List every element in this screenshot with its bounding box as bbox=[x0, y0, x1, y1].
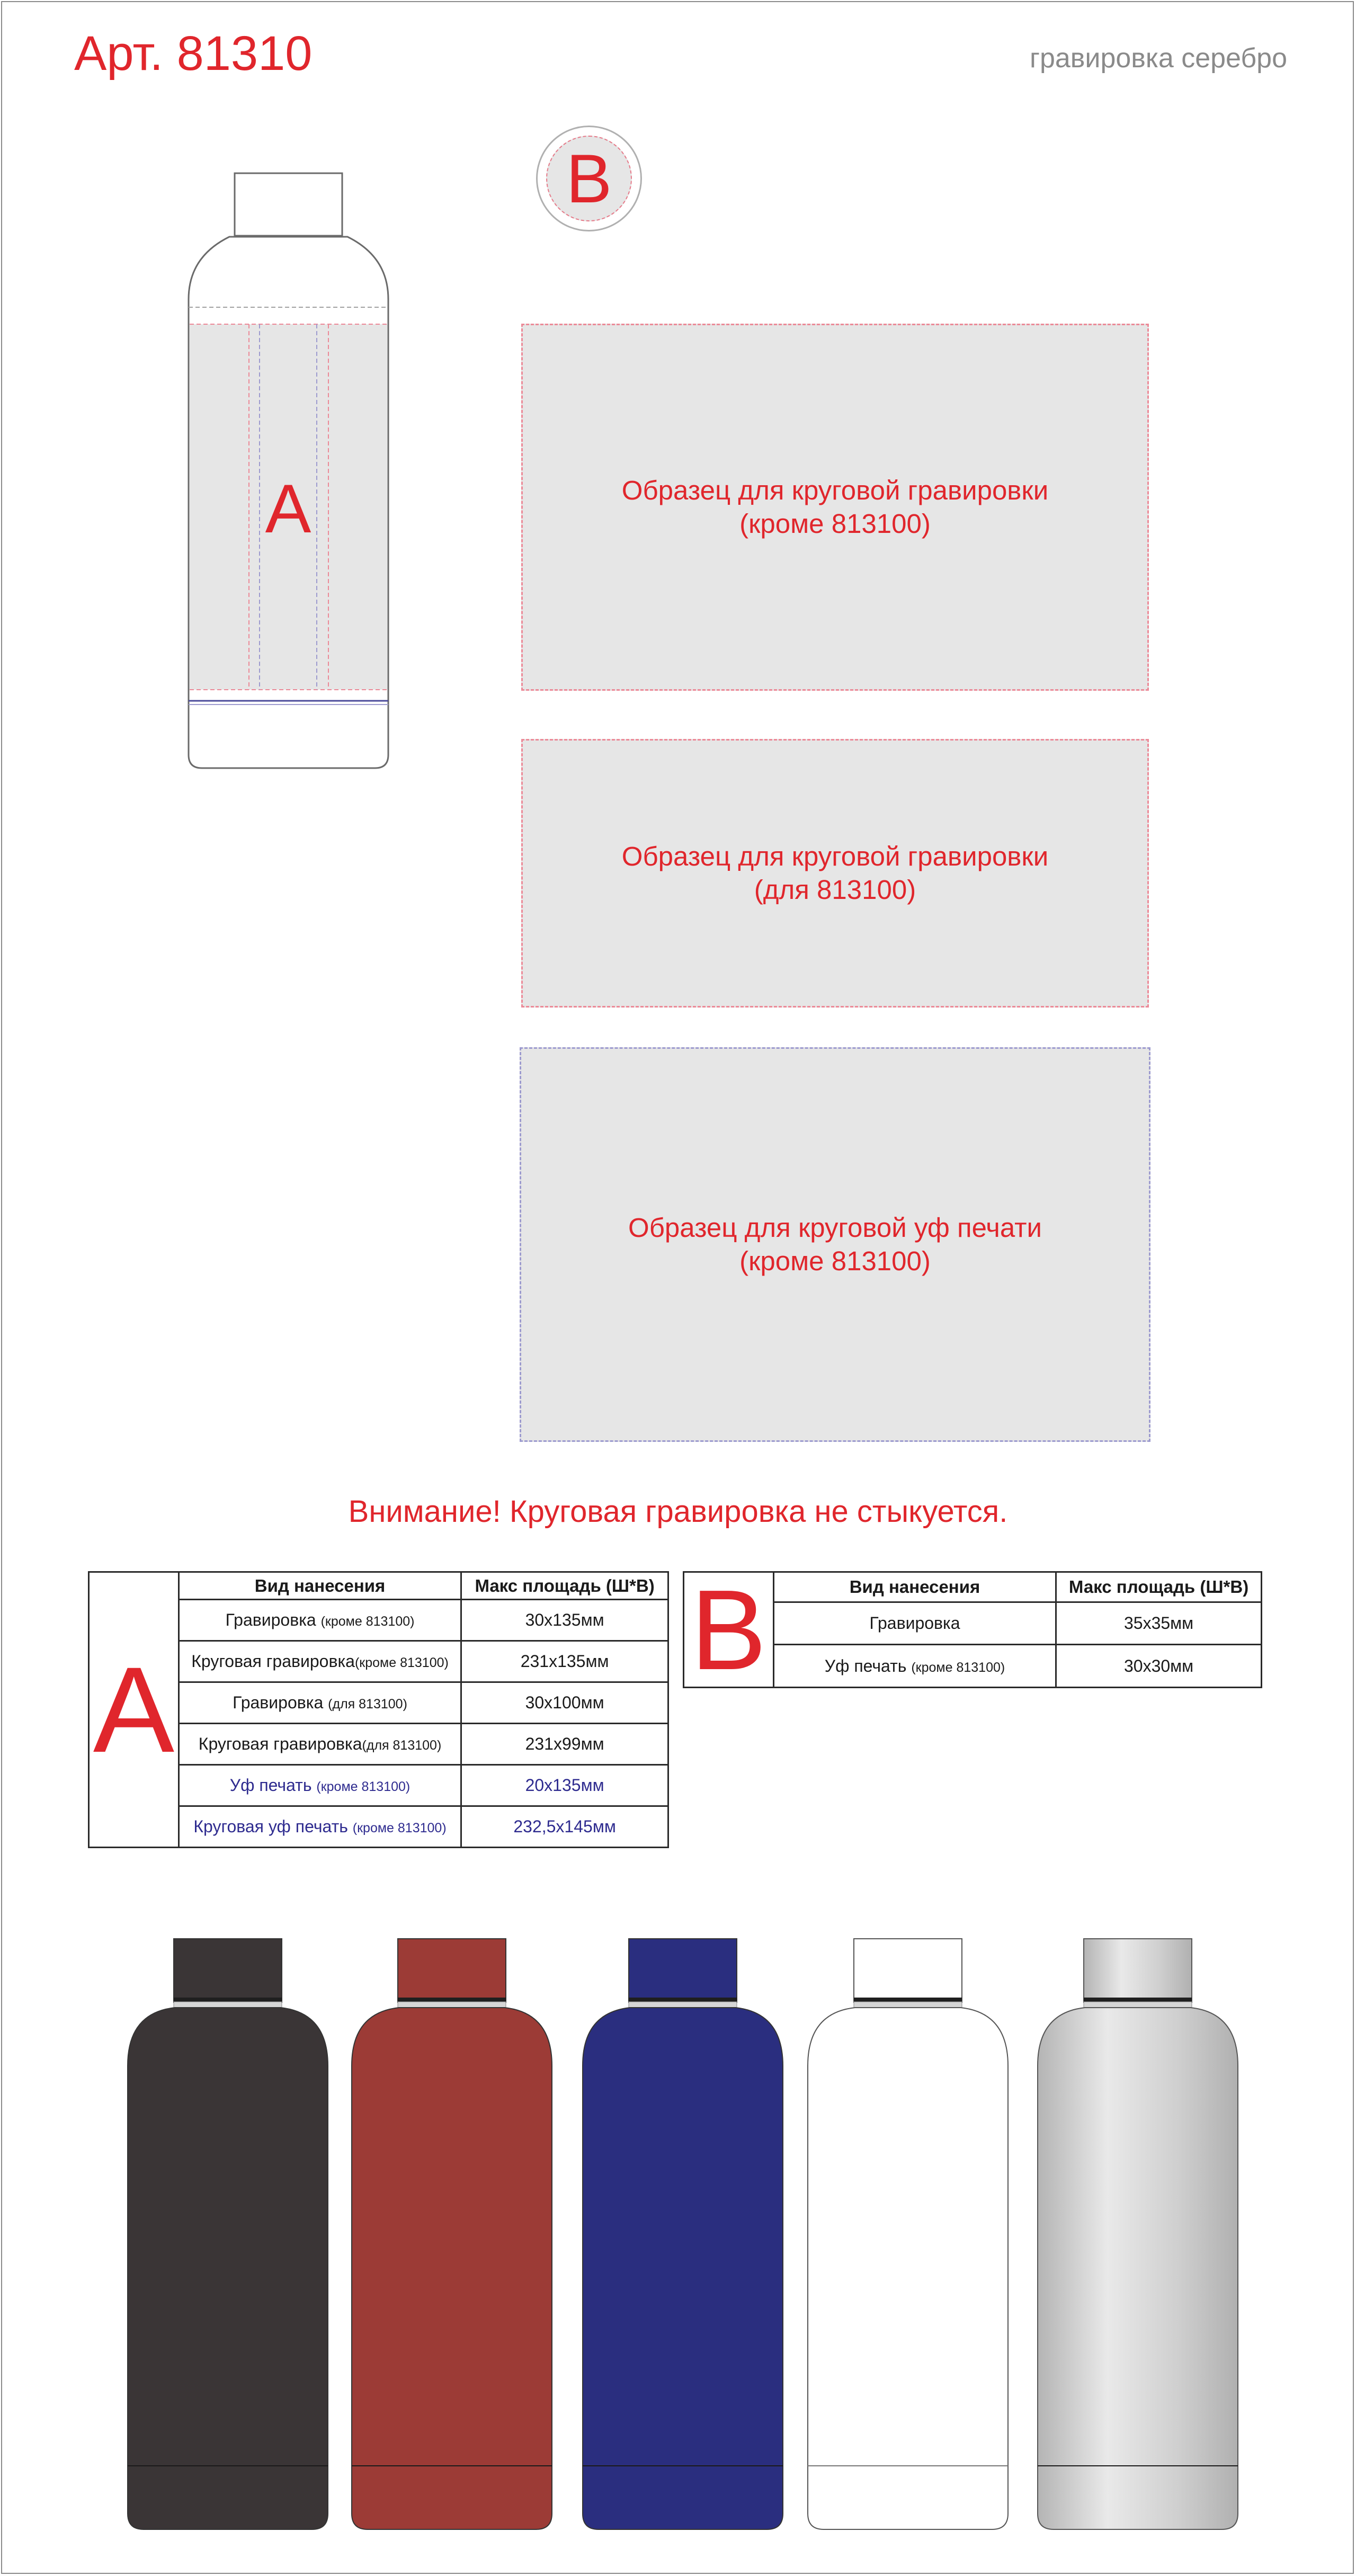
method-note: (кроме 813100) bbox=[911, 1660, 1005, 1675]
method-cell bbox=[179, 1765, 461, 1806]
method-name: Круговая гравировка bbox=[198, 1734, 362, 1753]
finish-label: гравировка серебро bbox=[1029, 43, 1287, 74]
method-cell bbox=[179, 1724, 461, 1765]
method-name: Гравировка bbox=[869, 1614, 960, 1633]
method-name: Круговая гравировка bbox=[191, 1652, 355, 1671]
sample-title: Образец для круговой гравировки bbox=[621, 841, 1049, 872]
bottle-red bbox=[352, 1939, 552, 2529]
method-cell bbox=[179, 1806, 461, 1848]
area-cell: 231х99мм bbox=[461, 1724, 668, 1765]
area-cell: 20х135мм bbox=[461, 1765, 668, 1806]
article-title: Арт. 81310 bbox=[74, 26, 313, 81]
method-note: (кроме 813100) bbox=[352, 1821, 447, 1835]
method-name: Гравировка bbox=[225, 1610, 316, 1629]
sample-title: Образец для круговой гравировки bbox=[621, 475, 1049, 506]
column-header-method: Вид нанесения bbox=[773, 1572, 1056, 1602]
cap-ring bbox=[174, 1998, 282, 2002]
bottle-cap bbox=[398, 1939, 506, 2002]
area-cell: 30х100мм bbox=[461, 1682, 668, 1724]
area-cell: 30х135мм bbox=[461, 1600, 668, 1641]
method-note: (для 813100) bbox=[328, 1697, 407, 1712]
method-cell bbox=[179, 1600, 461, 1641]
sample-engraving-for bbox=[521, 739, 1149, 1008]
bottle-body bbox=[583, 2008, 783, 2529]
method-note: (кроме 813100) bbox=[354, 1655, 449, 1670]
bottle-body bbox=[352, 2008, 552, 2529]
bottle-cap bbox=[1084, 1939, 1192, 2002]
method-note: (кроме 813100) bbox=[316, 1779, 411, 1794]
area-cell: 231х135мм bbox=[461, 1641, 668, 1682]
cap-ring bbox=[1084, 1998, 1192, 2002]
bottle-cap bbox=[629, 1939, 737, 2002]
bottle-cap bbox=[854, 1939, 962, 2002]
spec-table-a bbox=[88, 1571, 669, 1848]
sample-note: (кроме 813100) bbox=[739, 508, 931, 539]
zone-b-marker: B bbox=[546, 136, 632, 221]
method-note: (кроме 813100) bbox=[320, 1614, 415, 1629]
spec-table-b bbox=[683, 1566, 1262, 1693]
column-header-method: Вид нанесения bbox=[179, 1572, 461, 1600]
cap-ring bbox=[398, 1998, 506, 2002]
method-cell bbox=[179, 1682, 461, 1724]
zone-a-label: A bbox=[89, 1572, 179, 1848]
method-cell bbox=[773, 1645, 1056, 1688]
column-header-area: Макс площадь (Ш*В) bbox=[461, 1572, 668, 1600]
cap-ring bbox=[629, 1998, 737, 2002]
method-name: Уф печать bbox=[824, 1656, 907, 1675]
method-name: Уф печать bbox=[229, 1776, 312, 1795]
zone-b-label: B bbox=[684, 1572, 774, 1688]
area-cell: 232,5х145мм bbox=[461, 1806, 668, 1848]
area-cell: 30х30мм bbox=[1056, 1645, 1262, 1688]
method-cell bbox=[179, 1641, 461, 1682]
sample-note: (для 813100) bbox=[754, 874, 916, 905]
area-cell: 35х35мм bbox=[1056, 1602, 1262, 1645]
bottle-cap bbox=[174, 1939, 282, 2002]
bottle-white bbox=[808, 1939, 1008, 2529]
sample-engraving-except bbox=[521, 324, 1149, 691]
cap-ring bbox=[854, 1998, 962, 2002]
bottle-body bbox=[1038, 2008, 1238, 2529]
bottle-blue bbox=[583, 1939, 783, 2529]
sample-title: Образец для круговой уф печати bbox=[628, 1213, 1042, 1243]
column-header-area: Макс площадь (Ш*В) bbox=[1056, 1572, 1262, 1602]
zone-a-marker: A bbox=[265, 470, 311, 547]
color-variants bbox=[0, 1928, 1356, 2543]
warning-text: Внимание! Круговая гравировка не стыкуется. bbox=[348, 1494, 1008, 1529]
bottle-black bbox=[128, 1939, 328, 2529]
zone-b-badge bbox=[536, 126, 642, 231]
bottle-body bbox=[808, 2008, 1008, 2529]
method-note: (для 813100) bbox=[362, 1738, 442, 1753]
method-name: Гравировка bbox=[233, 1693, 324, 1712]
sample-uv-print bbox=[520, 1047, 1150, 1442]
method-name: Круговая уф печать bbox=[193, 1817, 348, 1836]
bottle-technical-drawing bbox=[185, 172, 392, 771]
bottle-silver bbox=[1038, 1939, 1238, 2529]
sample-note: (кроме 813100) bbox=[739, 1245, 931, 1276]
method-cell bbox=[773, 1602, 1056, 1645]
bottle-body bbox=[128, 2008, 328, 2529]
